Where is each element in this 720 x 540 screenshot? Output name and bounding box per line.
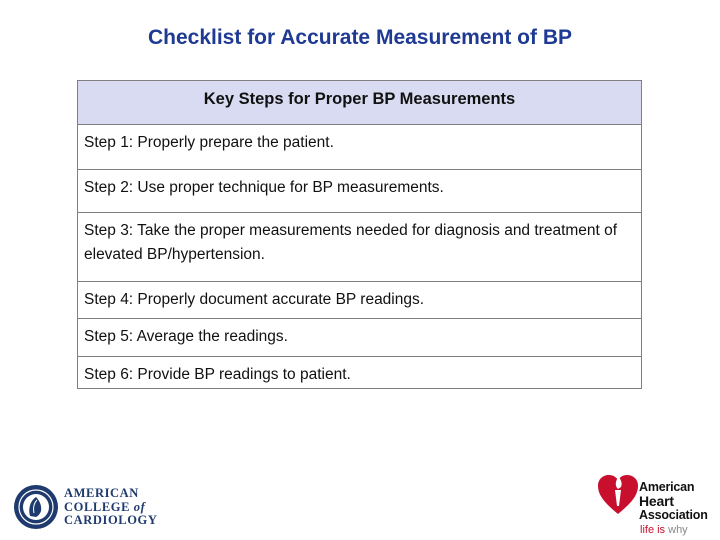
table-row: Step 5: Average the readings. (78, 318, 641, 356)
table-row: Step 2: Use proper technique for BP measurements. (78, 169, 641, 212)
acc-line-2 (64, 501, 158, 515)
aha-line-3: Association (639, 508, 708, 522)
aha-tagline-b: why (668, 524, 688, 536)
table-row: Step 3: Take the proper measurements needed for diagnosis and treatment of elevated BP/hypertension. (78, 212, 641, 281)
table-row: Step 1: Properly prepare the patient. (78, 124, 641, 169)
acc-line-1: AMERICAN (64, 486, 139, 500)
table-row: Step 6: Provide BP readings to patient. (78, 356, 641, 388)
heart-torch-icon (596, 470, 640, 518)
aha-tagline (640, 524, 688, 536)
aha-wordmark (639, 480, 708, 522)
acc-wordmark (64, 487, 158, 528)
page-title: Checklist for Accurate Measurement of BP (147, 26, 572, 49)
table-row: Step 4: Properly document accurate BP readings. (78, 281, 641, 318)
steps-table (77, 80, 642, 389)
table-header: Key Steps for Proper BP Measurements (78, 81, 641, 124)
aha-line-2: Heart (639, 493, 674, 509)
aha-line-1: American (639, 480, 695, 494)
acc-line-2-of: of (133, 499, 146, 514)
aha-tagline-a: life is (640, 524, 666, 536)
acc-line-3: CARDIOLOGY (64, 513, 158, 527)
acc-line-2-college: COLLEGE (64, 499, 131, 514)
